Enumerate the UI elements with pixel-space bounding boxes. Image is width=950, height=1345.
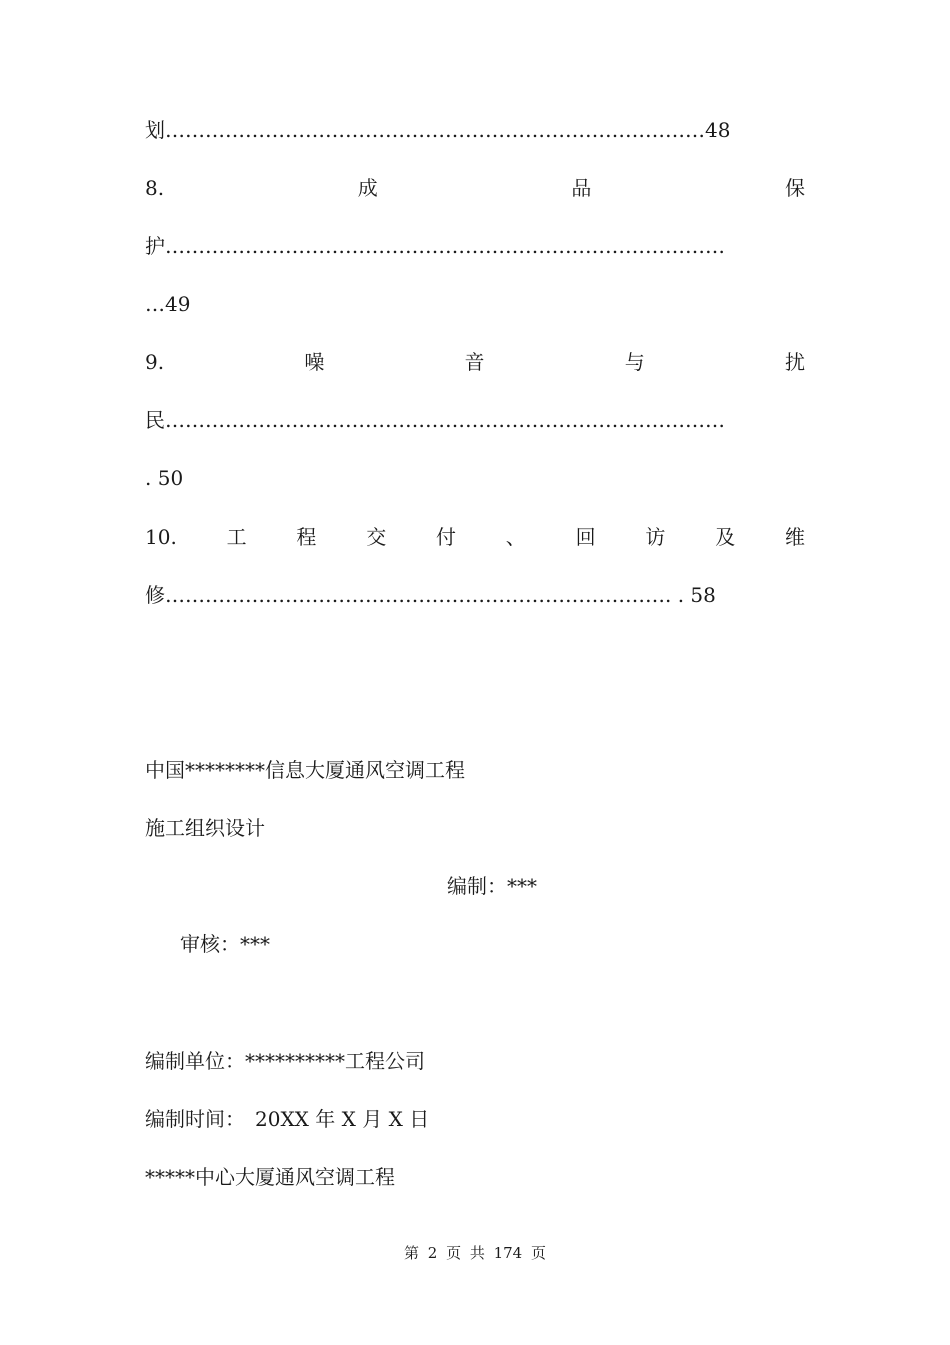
toc-item-9-char: 扰 <box>784 350 805 374</box>
toc-line-planning-48: 划………………………………………………………………………48 <box>145 118 731 142</box>
toc-item-9-char: 9. <box>145 350 165 374</box>
reviewed-by: 审核：*** <box>180 932 270 956</box>
toc-item-10-char: 10. <box>145 525 177 549</box>
toc-item-10-char: 付 <box>436 525 456 549</box>
prepared-by: 编制：*** <box>447 874 537 898</box>
toc-item-8-char: 8. <box>145 176 165 200</box>
toc-item-8-heading <box>145 174 805 202</box>
toc-item-10-char: 交 <box>366 525 387 549</box>
toc-item-9-char: 与 <box>624 350 645 374</box>
toc-item-10-char: 程 <box>296 525 317 549</box>
toc-item-9-heading <box>145 348 805 376</box>
toc-item-9-char: 噪 <box>304 350 325 374</box>
toc-item-9-page: . 50 <box>145 466 184 490</box>
toc-item-10-char: 访 <box>645 525 666 549</box>
prepared-date: 编制时间： 20XX 年 X 月 X 日 <box>145 1107 430 1131</box>
toc-item-10-char: 回 <box>575 525 596 549</box>
page-number-footer: 第 2 页 共 174 页 <box>403 1244 546 1262</box>
toc-item-10-char: 及 <box>715 525 736 549</box>
toc-item-9-leader: 民………………………………………………………………………… <box>145 408 725 432</box>
center-project-title: *****中心大厦通风空调工程 <box>145 1165 395 1189</box>
toc-item-10-char: 工 <box>226 525 247 549</box>
toc-item-8-page: …49 <box>145 292 191 316</box>
document-title: 施工组织设计 <box>145 816 265 840</box>
prepared-unit: 编制单位：**********工程公司 <box>145 1049 425 1073</box>
project-title: 中国********信息大厦通风空调工程 <box>145 758 465 782</box>
toc-item-8-leader: 护………………………………………………………………………… <box>145 234 725 258</box>
toc-item-8-char: 保 <box>784 176 805 200</box>
toc-item-10-char: 、 <box>505 525 526 549</box>
toc-item-8-char: 品 <box>571 176 592 200</box>
toc-item-10-heading <box>145 523 805 551</box>
toc-item-9-char: 音 <box>464 350 485 374</box>
toc-item-8-char: 成 <box>357 176 378 200</box>
toc-item-10-leader: 修…………………………………………………………………. . 58 <box>145 583 716 607</box>
toc-item-10-char: 维 <box>784 525 805 549</box>
